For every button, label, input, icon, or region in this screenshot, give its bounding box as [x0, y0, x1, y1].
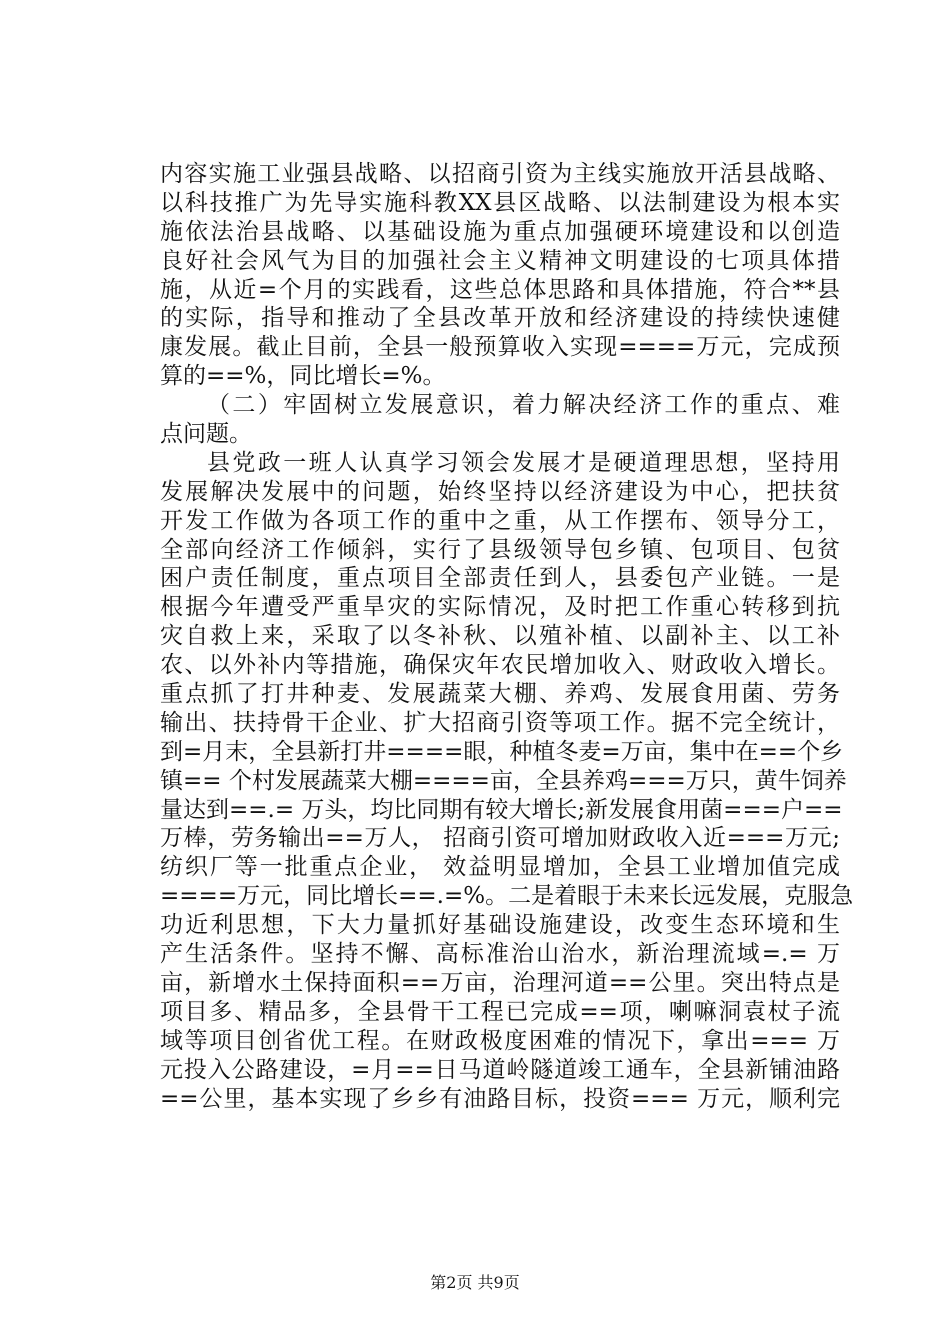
text-line: 算的==%，同比增长=%。 — [160, 363, 446, 390]
text-line: 项目多、精品多，全县骨干工程已完成==项，喇嘛洞袁杖子流 — [160, 998, 840, 1025]
text-line: 康发展。截止目前，全县一般预算收入实现====万元，完成预 — [160, 334, 840, 361]
section-heading-line: 点问题。 — [160, 421, 252, 448]
text-line: 灾自救上来，采取了以冬补秋、以殖补植、以副补主、以工补 — [160, 623, 840, 650]
text-line: 以科技推广为先导实施科教XX县区战略、以法制建设为根本实 — [160, 189, 840, 216]
text-line: 施，从近=个月的实践看，这些总体思路和具体措施，符合**县 — [160, 276, 840, 303]
text-line: 镇== 个村发展蔬菜大棚====亩，全县养鸡===万只，黄牛饲养 — [160, 767, 847, 794]
section-heading-line: （二）牢固树立发展意识，着力解决经济工作的重点、难 — [207, 392, 840, 419]
text-line: 施依法治县战略、以基础设施为重点加强硬环境建设和以创造 — [160, 218, 840, 245]
text-line: 亩，新增水土保持面积==万亩，治理河道==公里。突出特点是 — [160, 969, 840, 996]
text-line: 的实际，指导和推动了全县改革开放和经济建设的持续快速健 — [160, 305, 840, 332]
page-number-footer: 第2页 共9页 — [430, 1273, 520, 1292]
text-line: 发展解决发展中的问题，始终坚持以经济建设为中心，把扶贫 — [160, 478, 840, 505]
text-line: 内容实施工业强县战略、以招商引资为主线实施放开活县战略、 — [160, 161, 840, 187]
text-line: 良好社会风气为目的加强社会主义精神文明建设的七项具体措 — [160, 247, 840, 274]
text-line: 开发工作做为各项工作的重中之重，从工作摆布、领导分工， — [160, 507, 840, 534]
text-line: 产生活条件。坚持不懈、高标准治山治水，新治理流域=.= 万 — [160, 941, 840, 968]
text-line: 万棒，劳务输出==万人， 招商引资可增加财政收入近===万元; — [160, 825, 840, 852]
text-line: ====万元，同比增长==.=%。二是着眼于未来长远发展，克服急 — [160, 883, 854, 910]
text-line: 元投入公路建设，=月==日马道岭隧道竣工通车，全县新铺油路 — [160, 1056, 840, 1083]
text-line: 全部向经济工作倾斜，实行了县级领导包乡镇、包项目、包贫 — [160, 536, 840, 563]
text-line: 县党政一班人认真学习领会发展才是硬道理思想，坚持用 — [207, 449, 840, 476]
text-line: 量达到==.= 万头，均比同期有较大增长;新发展食用菌===户== — [160, 796, 843, 823]
body-text — [160, 160, 854, 1113]
text-line: 域等项目创省优工程。在财政极度困难的情况下，拿出=== 万 — [160, 1027, 840, 1054]
text-line: 到=月末，全县新打井====眼，种植冬麦=万亩，集中在==个乡 — [160, 738, 844, 765]
text-line: 功近利思想，下大力量抓好基础设施建设，改变生态环境和生 — [160, 912, 840, 939]
text-line: 农、以外补内等措施，确保灾年农民增加收入、财政收入增长。 — [160, 652, 840, 679]
text-line: ==公里，基本实现了乡乡有油路目标，投资=== 万元，顺利完 — [160, 1085, 840, 1112]
text-line: 困户责任制度，重点项目全部责任到人，县委包产业链。一是 — [160, 565, 840, 592]
text-line: 纺织厂等一批重点企业， 效益明显增加，全县工业增加值完成 — [160, 854, 840, 881]
text-line: 重点抓了打井种麦、发展蔬菜大棚、养鸡、发展食用菌、劳务 — [160, 681, 840, 708]
text-line: 根据今年遭受严重旱灾的实际情况，及时把工作重心转移到抗 — [160, 594, 840, 621]
text-line: 输出、扶持骨干企业、扩大招商引资等项工作。据不完全统计， — [160, 709, 840, 736]
